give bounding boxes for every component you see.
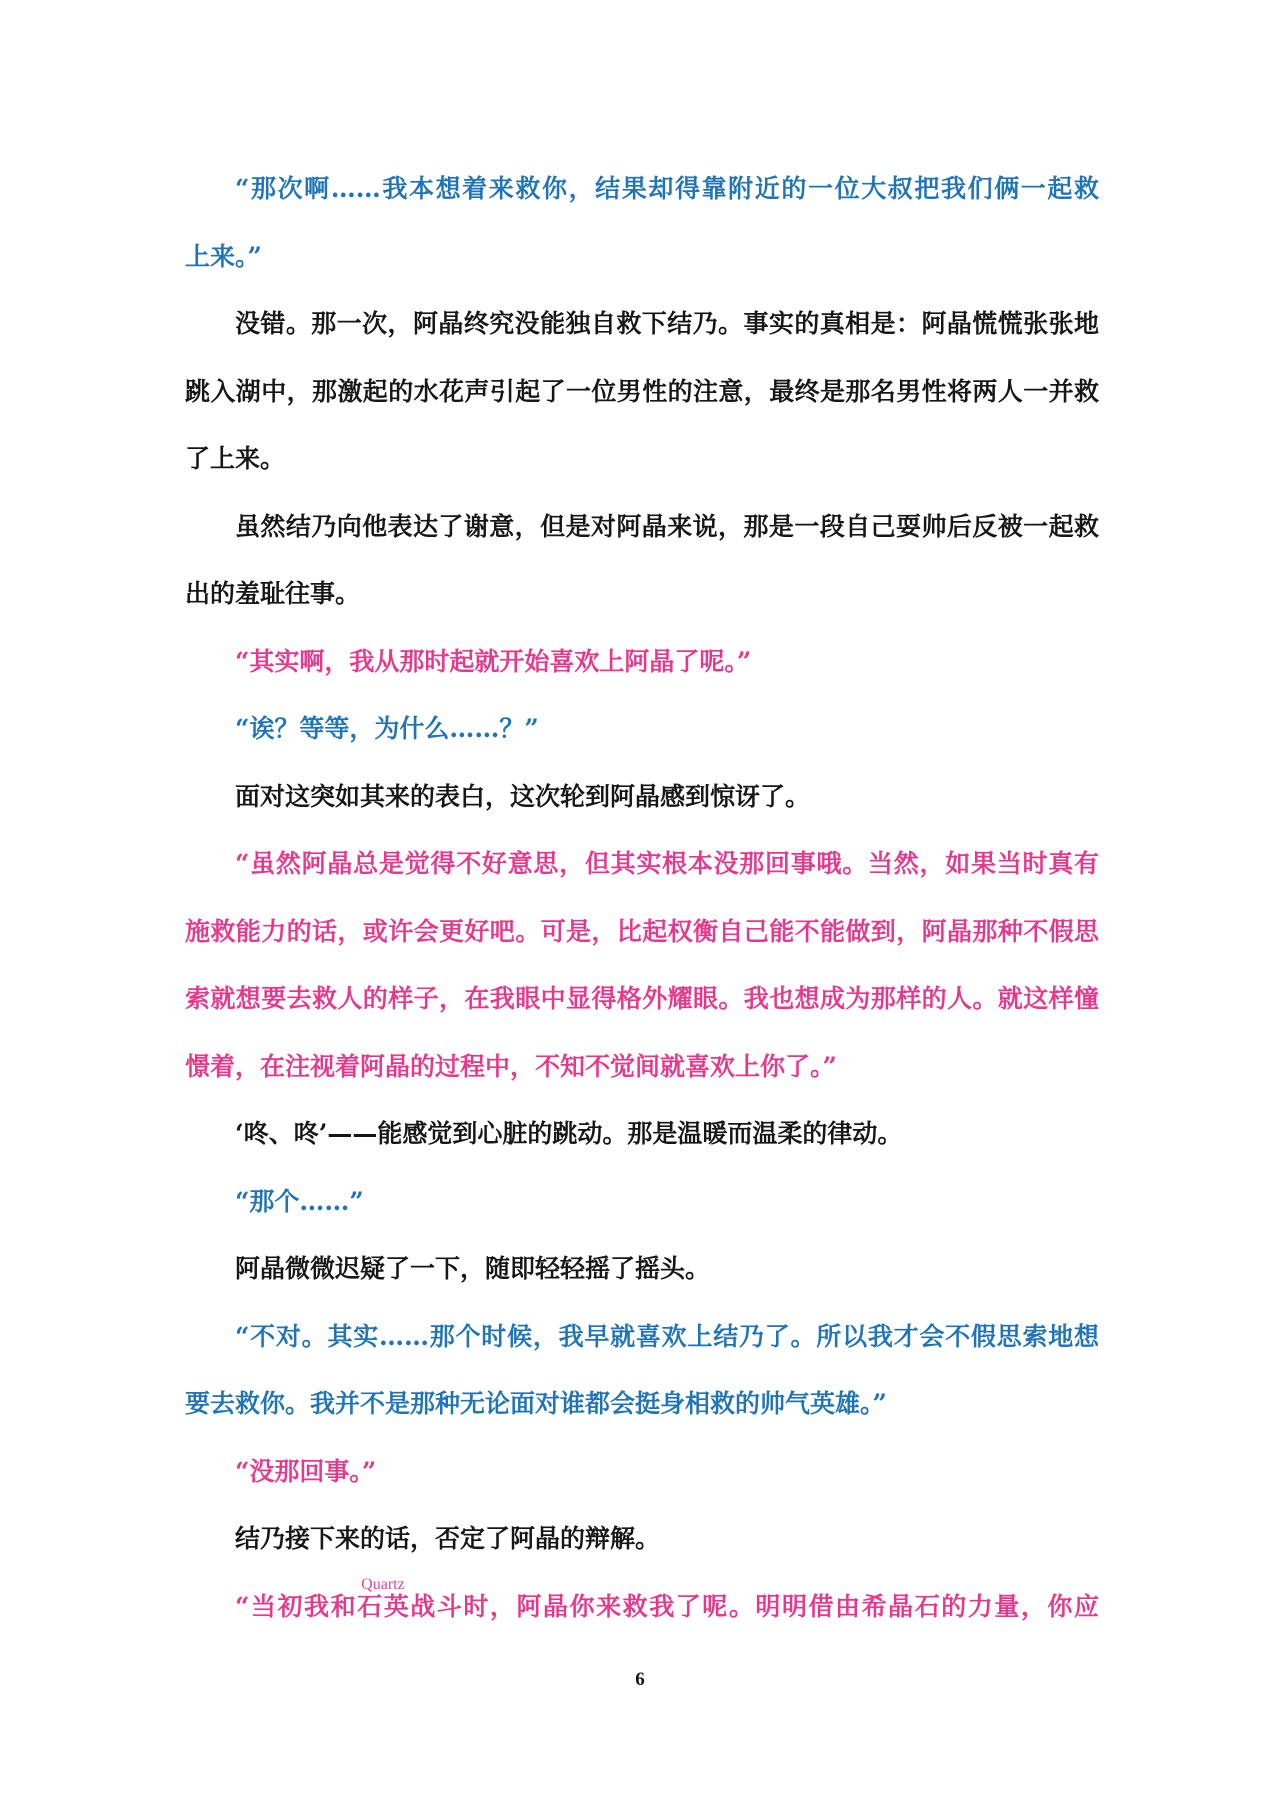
- text-line: 跳入湖中，那激起的水花声引起了一位男性的注意，最终是那名男性将两人一并救: [185, 376, 1099, 406]
- paragraph: [185, 830, 1099, 1100]
- paragraph: [185, 628, 1099, 696]
- text-line: 结乃接下来的话，否定了阿晶的辩解。: [235, 1524, 661, 1553]
- text-line: “没那回事。”: [235, 1456, 377, 1486]
- paragraph: [185, 155, 1099, 290]
- text-line: 施救能力的话，或许会更好吧。可是，比起权衡自己能不能做到，阿晶那种不假思: [185, 916, 1099, 946]
- text-line: “那个……”: [235, 1186, 364, 1216]
- paragraph: [185, 1235, 1099, 1303]
- paragraph: [185, 1168, 1099, 1236]
- text-segment: “当初我和: [235, 1591, 358, 1621]
- paragraph: [185, 1100, 1099, 1168]
- text-line: 阿晶微微迟疑了一下，随即轻轻摇了摇头。: [235, 1254, 711, 1283]
- text-line: 要去救你。我并不是那种无论面对谁都会挺身相救的帅气英雄。”: [185, 1389, 887, 1418]
- paragraph: [185, 493, 1099, 628]
- paragraph: [185, 695, 1099, 763]
- page-number: 6: [635, 1669, 645, 1690]
- text-line: 上来。”: [185, 241, 262, 271]
- paragraph: [185, 1303, 1099, 1438]
- text-segment: 战斗时，阿晶你来救我了呢。明明借由希晶石的力量，你应: [410, 1591, 1099, 1621]
- text-line: “虽然阿晶总是觉得不好意思，但其实根本没那回事哦。当然，如果当时真有: [235, 849, 1099, 878]
- text-line: 憬着，在注视着阿晶的过程中，不知不觉间就喜欢上你了。”: [185, 1051, 837, 1081]
- ruby-text: Quartz: [357, 1575, 409, 1593]
- paragraph: [185, 763, 1099, 831]
- text-line: “那次啊……我本想着来救你，结果却得靠附近的一位大叔把我们俩一起救: [235, 174, 1099, 203]
- text-line: 索就想要去救人的样子，在我眼中显得格外耀眼。我也想成为那样的人。就这样憧: [185, 984, 1099, 1013]
- ruby-base: 石英: [357, 1591, 411, 1621]
- text-line: [185, 1573, 1099, 1641]
- paragraph: [185, 290, 1099, 493]
- text-line: 面对这突如其来的表白，这次轮到阿晶感到惊讶了。: [235, 781, 811, 811]
- body-text: [185, 155, 1099, 1640]
- text-line: “诶？等等，为什么……？”: [235, 714, 539, 743]
- ruby-annotation: [357, 1575, 411, 1621]
- paragraph: [185, 1505, 1099, 1573]
- paragraph: [185, 1573, 1099, 1641]
- text-line: ‘咚、咚’——能感觉到心脏的跳动。那是温暖而温柔的律动。: [235, 1119, 903, 1148]
- text-line: 没错。那一次，阿晶终究没能独自救下结乃。事实的真相是：阿晶慌慌张张地: [235, 309, 1099, 338]
- text-line: “不对。其实……那个时候，我早就喜欢上结乃了。所以我才会不假思索地想: [235, 1321, 1099, 1351]
- text-line: 出的羞耻往事。: [185, 579, 361, 608]
- text-line: “其实啊，我从那时起就开始喜欢上阿晶了呢。”: [235, 646, 752, 676]
- paragraph: [185, 1438, 1099, 1506]
- text-line: 了上来。: [185, 444, 286, 473]
- text-line: 虽然结乃向他表达了谢意，但是对阿晶来说，那是一段自己耍帅后反被一起救: [235, 511, 1099, 541]
